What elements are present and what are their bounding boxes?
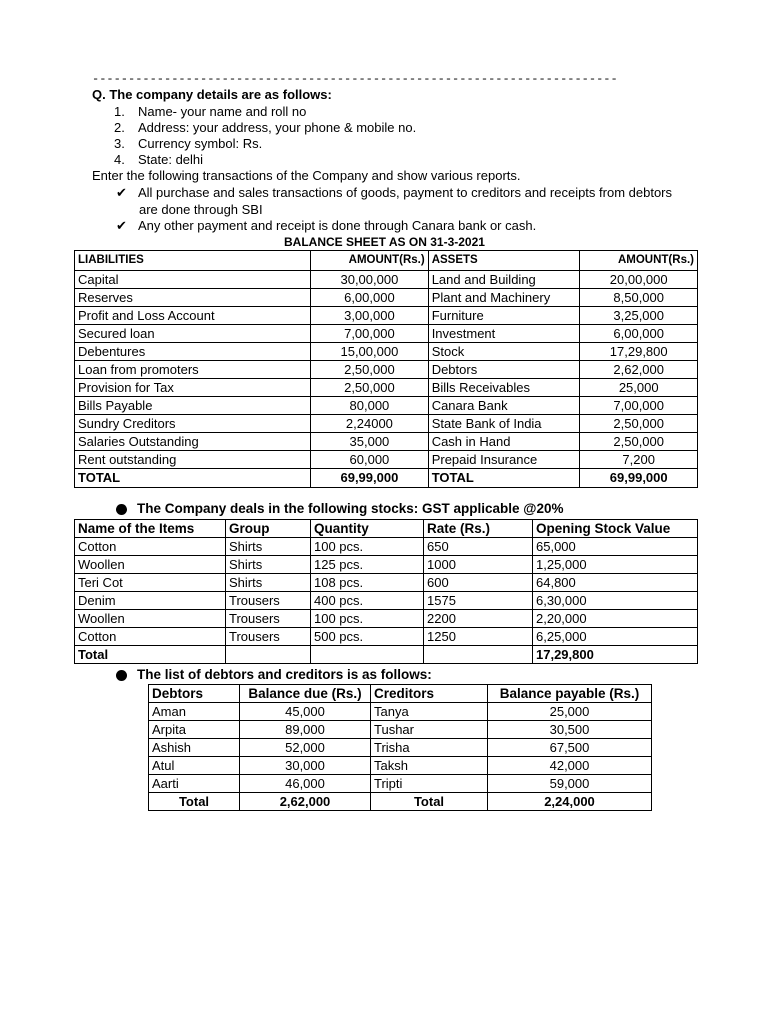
table-cell: 1250 [424,628,533,646]
table-cell: 650 [424,538,533,556]
table-cell: TOTAL [75,469,311,488]
table-cell: 64,800 [533,574,698,592]
table-cell: 3,25,000 [580,307,698,325]
table-cell: Stock [428,343,580,361]
table-cell: Sundry Creditors [75,415,311,433]
table-cell: State Bank of India [428,415,580,433]
column-header: LIABILITIES [75,251,311,271]
table-total-row [75,469,698,488]
table-cell: 69,99,000 [311,469,429,488]
table-cell: Canara Bank [428,397,580,415]
table-cell: 1575 [424,592,533,610]
table-row [149,739,652,757]
table-total-row [149,793,652,811]
table-cell: Prepaid Insurance [428,451,580,469]
detail-item: 4. State: delhi [114,152,204,167]
table-cell: Cash in Hand [428,433,580,451]
table-cell: 6,25,000 [533,628,698,646]
table-cell: 6,00,000 [311,289,429,307]
table-cell: Aman [149,703,240,721]
table-header-row [75,520,698,538]
separator-line: ------------------------------------------------------------------------- [92,72,618,86]
column-header: Quantity [311,520,424,538]
table-cell: 2,62,000 [580,361,698,379]
table-cell: Atul [149,757,240,775]
table-cell: Bills Receivables [428,379,580,397]
table-row [75,574,698,592]
table-cell: 2,50,000 [580,415,698,433]
question-title: Q. The company details are as follows: [92,87,332,102]
table-cell: Woollen [75,556,226,574]
table-row [75,451,698,469]
table-cell: Shirts [226,556,311,574]
table-cell: 89,000 [240,721,371,739]
table-row [75,433,698,451]
table-cell: 69,99,000 [580,469,698,488]
debtors-creditors-table [148,684,652,811]
table-cell: 2200 [424,610,533,628]
debtors-creditors-heading: The list of debtors and creditors is as follows: [116,667,432,682]
detail-item: 3. Currency symbol: Rs. [114,136,263,151]
check-icon: ✔ [116,218,127,233]
bullet-icon [116,670,127,681]
table-cell: Taksh [371,757,488,775]
table-row [149,775,652,793]
table-cell: Trousers [226,592,311,610]
check-icon: ✔ [116,185,127,200]
table-cell: Cotton [75,628,226,646]
column-header: AMOUNT(Rs.) [580,251,698,271]
detail-item: 1. Name- your name and roll no [114,104,307,119]
detail-item: 2. Address: your address, your phone & mobile no. [114,120,417,135]
table-header-row [75,251,698,271]
table-cell: 17,29,800 [533,646,698,664]
table-cell: Profit and Loss Account [75,307,311,325]
table-cell: 7,00,000 [580,397,698,415]
table-cell: Debentures [75,343,311,361]
table-row [75,628,698,646]
stocks-heading: The Company deals in the following stocks: GST applicable @20% [116,501,564,516]
table-row [75,610,698,628]
table-row [75,379,698,397]
table-cell: Rent outstanding [75,451,311,469]
table-cell: 2,62,000 [240,793,371,811]
table-cell: Investment [428,325,580,343]
table-cell: Shirts [226,538,311,556]
table-cell: 6,30,000 [533,592,698,610]
table-cell: 60,000 [311,451,429,469]
tick-item: ✔ Any other payment and receipt is done through Canara bank or cash. [116,218,537,233]
table-cell: 2,24000 [311,415,429,433]
table-cell: Capital [75,271,311,289]
table-cell: 67,500 [488,739,652,757]
table-cell: TOTAL [428,469,580,488]
table-cell: 1000 [424,556,533,574]
table-cell: 3,00,000 [311,307,429,325]
table-row [75,556,698,574]
table-cell: Total [75,646,226,664]
tick-item-continuation: are done through SBI [139,202,263,217]
table-cell: Plant and Machinery [428,289,580,307]
table-cell: 59,000 [488,775,652,793]
table-row [75,307,698,325]
column-header: AMOUNT(Rs.) [311,251,429,271]
table-cell: Denim [75,592,226,610]
table-row [75,538,698,556]
table-row [75,415,698,433]
table-cell [424,646,533,664]
column-header: ASSETS [428,251,580,271]
table-cell: Debtors [428,361,580,379]
table-cell: Total [149,793,240,811]
table-row [149,703,652,721]
table-cell: 100 pcs. [311,538,424,556]
table-cell: 2,50,000 [580,433,698,451]
column-header: Name of the Items [75,520,226,538]
bullet-icon [116,504,127,515]
table-cell: 108 pcs. [311,574,424,592]
table-cell: Tripti [371,775,488,793]
table-cell: Tushar [371,721,488,739]
table-cell: Provision for Tax [75,379,311,397]
table-cell: 100 pcs. [311,610,424,628]
column-header: Balance due (Rs.) [240,685,371,703]
table-cell: 6,00,000 [580,325,698,343]
table-cell: Cotton [75,538,226,556]
table-cell: 52,000 [240,739,371,757]
table-cell: Tanya [371,703,488,721]
table-cell: 7,00,000 [311,325,429,343]
table-cell: Furniture [428,307,580,325]
table-cell: 25,000 [488,703,652,721]
column-header: Debtors [149,685,240,703]
table-row [75,271,698,289]
table-row [149,757,652,775]
table-cell: 500 pcs. [311,628,424,646]
table-cell: 20,00,000 [580,271,698,289]
table-cell: Secured loan [75,325,311,343]
table-cell: Land and Building [428,271,580,289]
table-cell: Aarti [149,775,240,793]
table-cell: 2,50,000 [311,361,429,379]
balance-sheet-title: BALANCE SHEET AS ON 31-3-2021 [284,235,485,249]
table-cell: 8,50,000 [580,289,698,307]
table-cell: Trisha [371,739,488,757]
table-cell: 125 pcs. [311,556,424,574]
column-header: Creditors [371,685,488,703]
table-cell: 25,000 [580,379,698,397]
instruction-text: Enter the following transactions of the Company and show various reports. [92,168,521,183]
table-cell: 30,000 [240,757,371,775]
column-header: Rate (Rs.) [424,520,533,538]
tick-item: ✔ All purchase and sales transactions of goods, payment to creditors and receipts from debtors [116,185,673,200]
table-cell: Loan from promoters [75,361,311,379]
table-cell: 600 [424,574,533,592]
table-cell: 2,24,000 [488,793,652,811]
table-row [75,397,698,415]
table-cell: Total [371,793,488,811]
table-header-row [149,685,652,703]
table-cell: Arpita [149,721,240,739]
table-cell: 42,000 [488,757,652,775]
table-cell: 2,50,000 [311,379,429,397]
table-cell [226,646,311,664]
table-cell: Bills Payable [75,397,311,415]
table-cell: 17,29,800 [580,343,698,361]
table-cell: 400 pcs. [311,592,424,610]
table-row [75,289,698,307]
table-cell: Ashish [149,739,240,757]
table-row [75,343,698,361]
table-cell: Trousers [226,610,311,628]
table-row [75,325,698,343]
table-cell: 80,000 [311,397,429,415]
table-cell: Shirts [226,574,311,592]
column-header: Opening Stock Value [533,520,698,538]
table-cell: 7,200 [580,451,698,469]
table-cell [311,646,424,664]
column-header: Balance payable (Rs.) [488,685,652,703]
stocks-table [74,519,698,664]
table-cell: 35,000 [311,433,429,451]
table-cell: 30,500 [488,721,652,739]
table-cell: 45,000 [240,703,371,721]
table-cell: Trousers [226,628,311,646]
table-cell: 1,25,000 [533,556,698,574]
table-cell: 30,00,000 [311,271,429,289]
table-cell: Teri Cot [75,574,226,592]
table-cell: 46,000 [240,775,371,793]
table-cell: Salaries Outstanding [75,433,311,451]
table-cell: 15,00,000 [311,343,429,361]
table-cell: Reserves [75,289,311,307]
table-total-row [75,646,698,664]
column-header: Group [226,520,311,538]
balance-sheet-table [74,250,698,488]
table-cell: 2,20,000 [533,610,698,628]
table-cell: Woollen [75,610,226,628]
table-row [75,361,698,379]
table-row [149,721,652,739]
table-cell: 65,000 [533,538,698,556]
table-row [75,592,698,610]
